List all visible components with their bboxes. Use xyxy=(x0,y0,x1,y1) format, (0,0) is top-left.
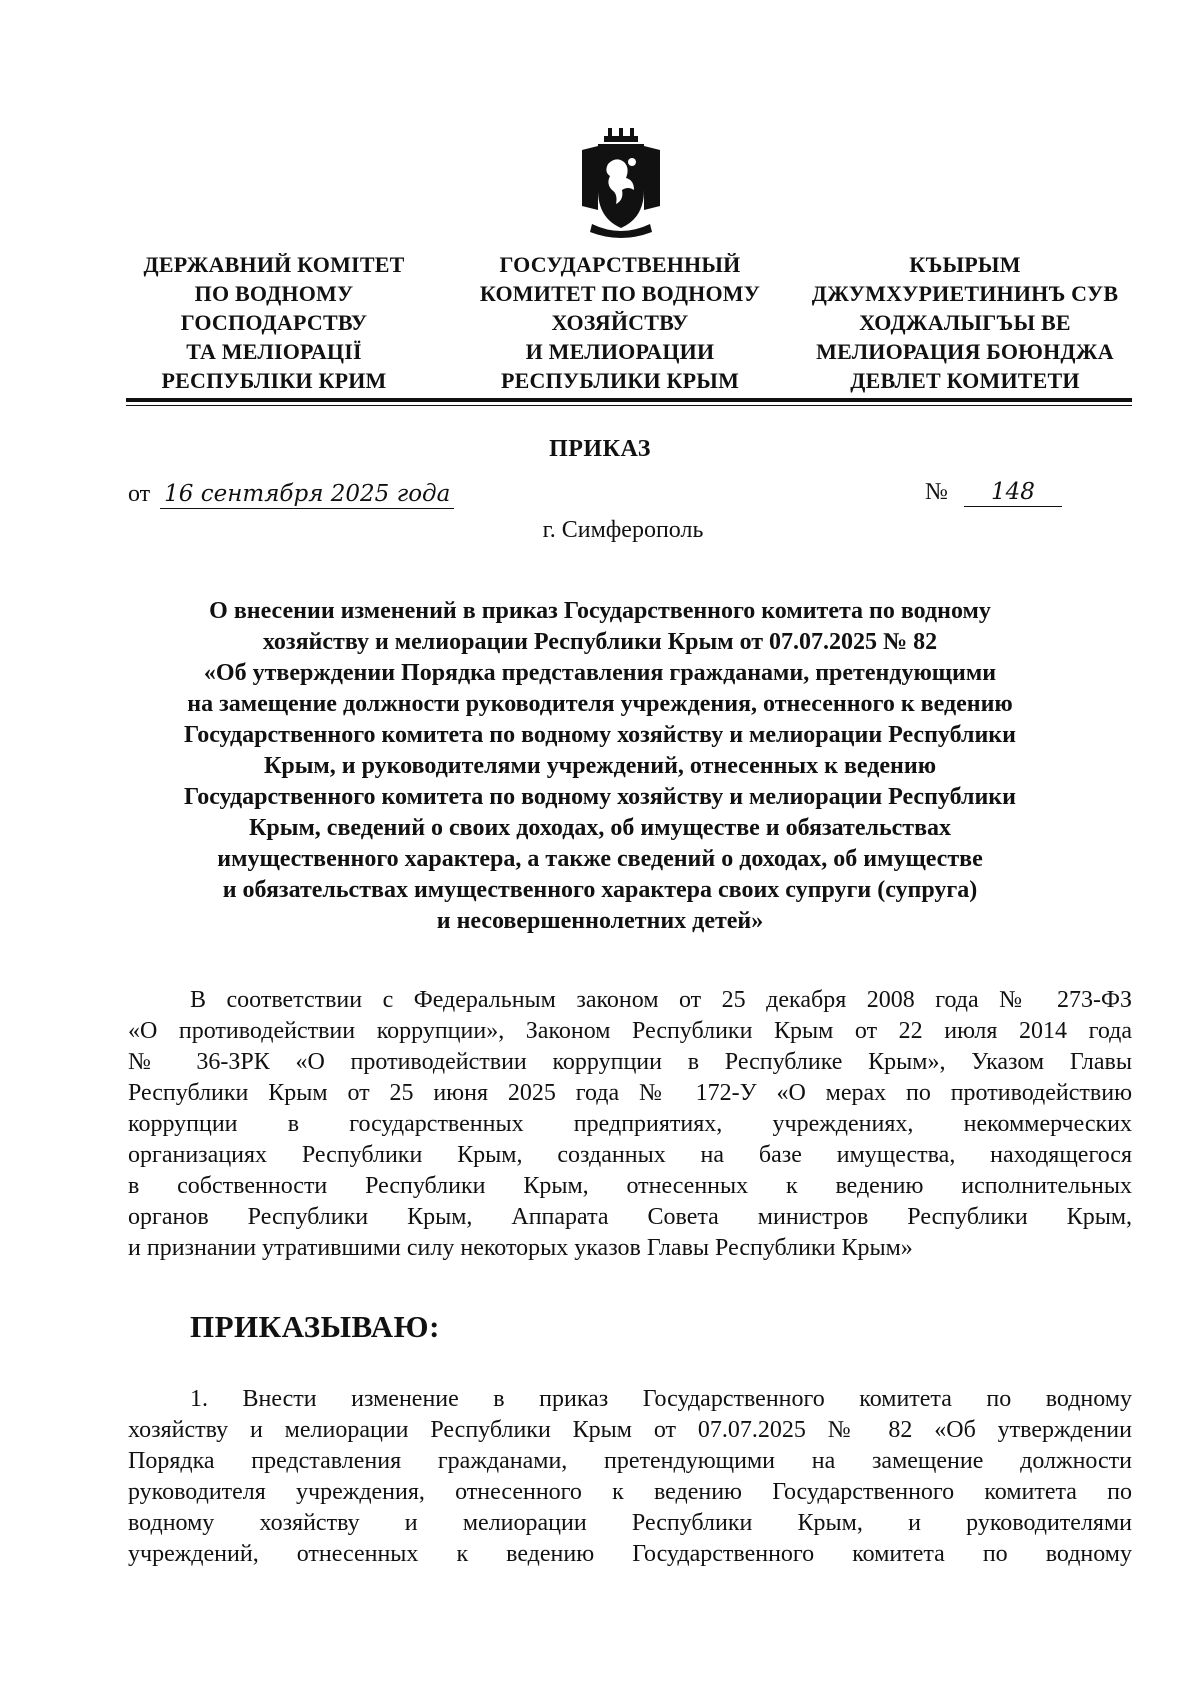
date-prefix: от xyxy=(128,481,151,507)
paragraph-line: водному хозяйству и мелиорации Республики Крым, и руководителями xyxy=(128,1510,1132,1536)
paragraph-line: руководителя учреждения, отнесенного к ведению Государственного комитета по xyxy=(128,1479,1132,1505)
title-line: «Об утверждении Порядка представления гражданами, претендующими xyxy=(203,660,997,686)
paragraph-line: 1. Внести изменение в приказ Государственного комитета по водному xyxy=(190,1386,1132,1412)
title-line: О внесении изменений в приказ Государственного комитета по водному xyxy=(209,598,991,624)
number-prefix: № xyxy=(925,479,948,505)
paragraph-line: «О противодействии коррупции», Законом Республики Крым от 22 июля 2014 года xyxy=(128,1018,1132,1044)
paragraph-line: № 36-ЗРК «О противодействии коррупции в Республике Крым», Указом Главы xyxy=(128,1049,1132,1075)
title-line: и обязательствах имущественного характера своих супруги (супруга) xyxy=(222,877,978,903)
header-crimean-tatar: КЪЫРЫМ ДЖУМХУРИЕТИНИНЪ СУВ ХОДЖАЛЫГЪЫ ВЕ МЕЛИОРАЦИЯ БОЮНДЖА ДЕВЛЕТ КОМИТЕТИ xyxy=(811,252,1119,393)
title-line: Крым, сведений о своих доходах, об имуществе и обязательствах xyxy=(248,815,952,841)
title-line: имущественного характера, а также сведений о доходах, об имуществе xyxy=(217,846,983,872)
header-russian: ГОСУДАРСТВЕННЫЙ КОМИТЕТ ПО ВОДНОМУ ХОЗЯЙСТВУ И МЕЛИОРАЦИИ РЕСПУБЛИКИ КРЫМ xyxy=(479,252,761,393)
document-title xyxy=(120,596,1080,937)
paragraph-line: в собственности Республики Крым, отнесенных к ведению исполнительных xyxy=(128,1173,1132,1199)
order-item-1 xyxy=(128,1384,1132,1570)
date-handwritten: 16 сентября 2025 года xyxy=(160,481,454,509)
paragraph-line: и признании утратившими силу некоторых указов Главы Республики Крым» xyxy=(128,1235,913,1261)
coat-of-arms-icon xyxy=(578,128,664,244)
title-line: Крым, и руководителями учреждений, отнесенных к ведению xyxy=(263,753,937,779)
title-line: Государственного комитета по водному хозяйству и мелиорации Республики xyxy=(184,784,1016,810)
paragraph-line: Республики Крым от 25 июня 2025 года № 172-У «О мерах по противодействию xyxy=(128,1080,1132,1106)
document-type: ПРИКАЗ xyxy=(549,436,651,462)
document-city xyxy=(0,517,1200,544)
paragraph-line: Порядка представления гражданами, претендующими на замещение должности xyxy=(128,1448,1132,1474)
header-ukrainian: ДЕРЖАВНИЙ КОМІТЕТ ПО ВОДНОМУ ГОСПОДАРСТВУ ТА МЕЛІОРАЦІЇ РЕСПУБЛІКИ КРИМ xyxy=(143,252,405,393)
paragraph-line: организациях Республики Крым, созданных на базе имущества, находящегося xyxy=(128,1142,1132,1168)
header-divider-thin xyxy=(126,405,1132,406)
title-line: и несовершеннолетних детей» xyxy=(436,908,764,934)
preamble-paragraph xyxy=(128,985,1132,1264)
title-line: Государственного комитета по водному хозяйству и мелиорации Республики xyxy=(184,722,1016,748)
paragraph-line: В соответствии с Федеральным законом от 25 декабря 2008 года № 273-ФЗ xyxy=(190,987,1132,1013)
paragraph-line: органов Республики Крым, Аппарата Совета министров Республики Крым, xyxy=(128,1204,1132,1230)
order-heading: ПРИКАЗЫВАЮ: xyxy=(190,1309,440,1344)
title-line: на замещение должности руководителя учреждения, отнесенного к ведению xyxy=(187,691,1013,717)
city-name: г. Симферополь xyxy=(542,517,704,543)
paragraph-line: хозяйству и мелиорации Республики Крым от 07.07.2025 № 82 «Об утверждении xyxy=(128,1417,1132,1443)
paragraph-line: учреждений, отнесенных к ведению Государственного комитета по водному xyxy=(128,1541,1132,1567)
title-line: хозяйству и мелиорации Республики Крым от 07.07.2025 № 82 xyxy=(262,629,938,655)
document-number xyxy=(925,479,1062,507)
header-divider-thick xyxy=(126,398,1132,402)
paragraph-line: коррупции в государственных предприятиях, учреждениях, некоммерческих xyxy=(128,1111,1132,1137)
document-date xyxy=(128,481,454,509)
number-handwritten: 148 xyxy=(964,479,1062,507)
